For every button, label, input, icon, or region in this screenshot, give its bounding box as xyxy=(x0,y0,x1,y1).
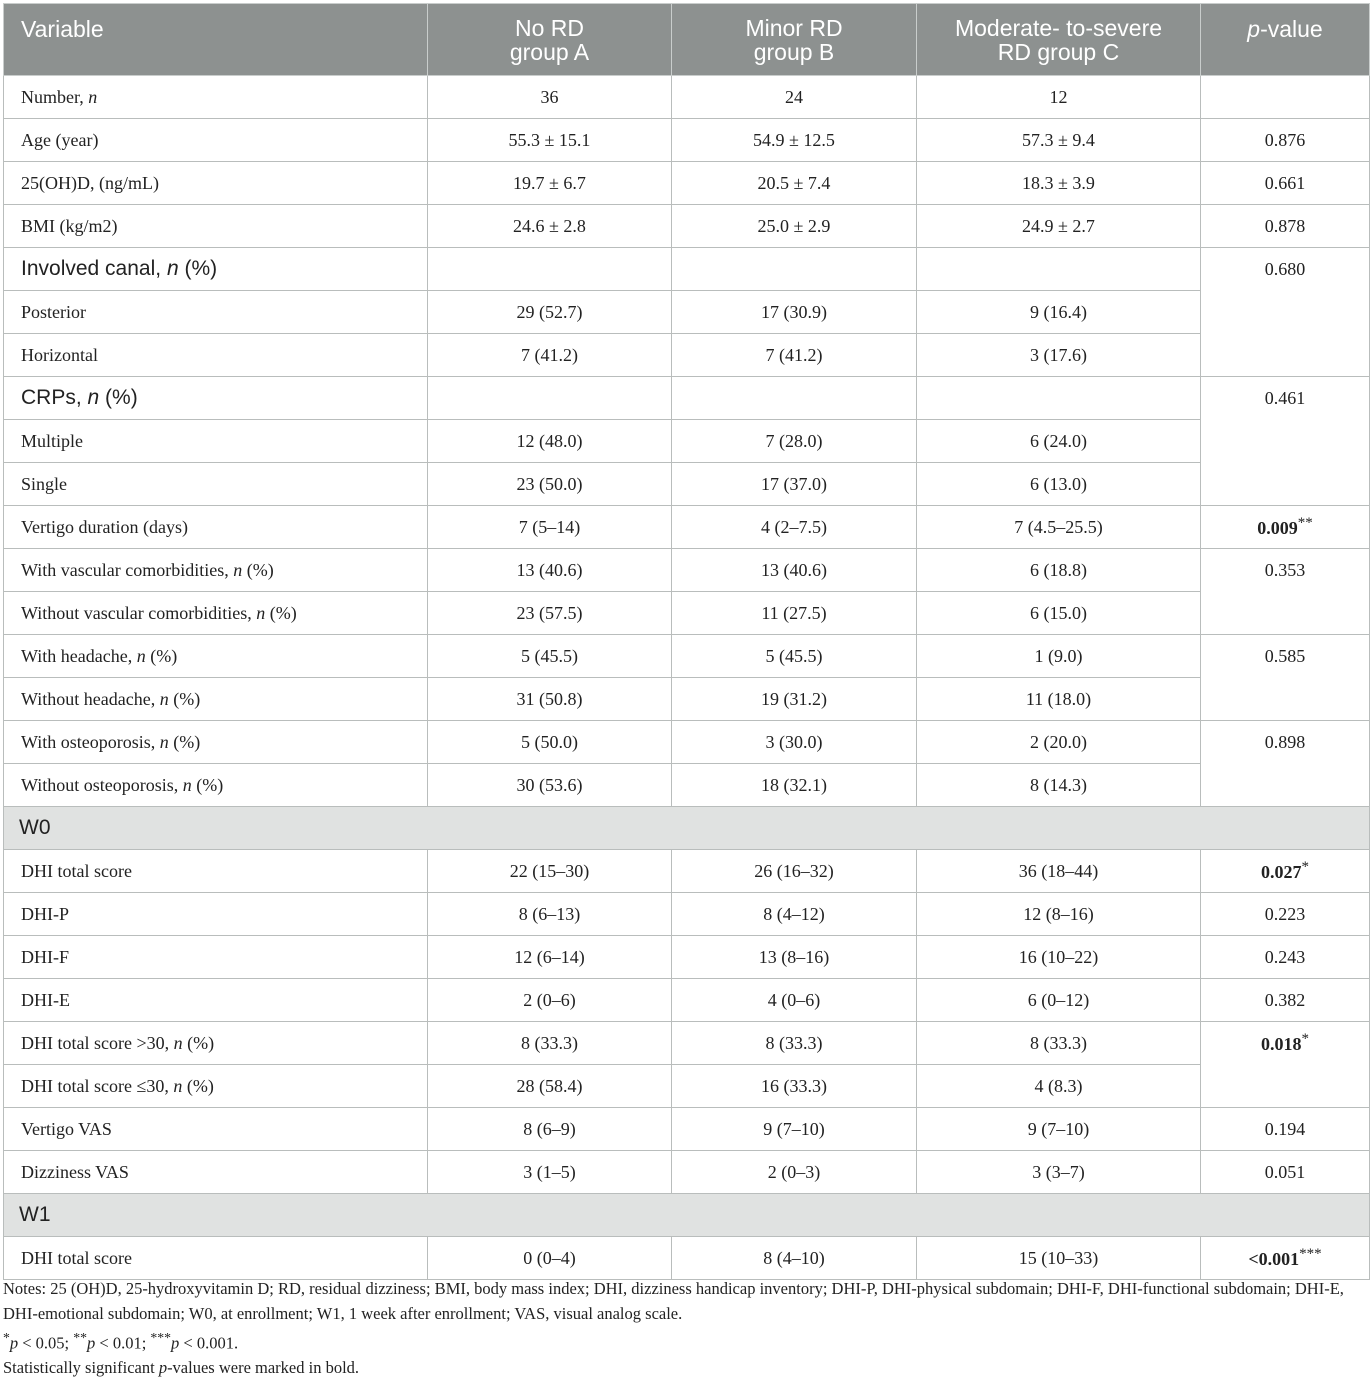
row-label: Multiple xyxy=(4,420,428,463)
cell-group-c: 9 (16.4) xyxy=(917,291,1201,334)
cell-group-c: 12 (8–16) xyxy=(917,893,1201,936)
table-row xyxy=(4,635,1370,678)
cell-group-c: 6 (0–12) xyxy=(917,979,1201,1022)
header-group-c: Moderate- to-severe RD group C xyxy=(917,4,1201,76)
table-row xyxy=(4,850,1370,893)
cell-group-b: 13 (40.6) xyxy=(672,549,917,592)
cell-group-a: 29 (52.7) xyxy=(428,291,672,334)
table-row xyxy=(4,162,1370,205)
cell-p-value: 0.876 xyxy=(1201,119,1370,162)
section-row-w1 xyxy=(4,1194,1370,1237)
cell-group-b: 25.0 ± 2.9 xyxy=(672,205,917,248)
cell-group-c: 8 (14.3) xyxy=(917,764,1201,807)
cell-group-a: 0 (0–4) xyxy=(428,1237,672,1280)
row-label: With headache, n (%) xyxy=(4,635,428,678)
cell-group-b: 8 (4–10) xyxy=(672,1237,917,1280)
cell-p-value: 0.027* xyxy=(1201,850,1370,893)
row-label: BMI (kg/m2) xyxy=(4,205,428,248)
table-row xyxy=(4,721,1370,764)
header-p-value: p-value xyxy=(1201,4,1370,76)
cell-group-c: 4 (8.3) xyxy=(917,1065,1201,1108)
cell-p-value: 0.898 xyxy=(1201,721,1370,764)
table-row xyxy=(4,119,1370,162)
cell-group-c: 6 (15.0) xyxy=(917,592,1201,635)
row-label: Without vascular comorbidities, n (%) xyxy=(4,592,428,635)
cell-group-b: 16 (33.3) xyxy=(672,1065,917,1108)
cell-group-a: 31 (50.8) xyxy=(428,678,672,721)
cell-group-b: 19 (31.2) xyxy=(672,678,917,721)
row-label: Age (year) xyxy=(4,119,428,162)
cell-group-c: 6 (24.0) xyxy=(917,420,1201,463)
cell-group-c: 1 (9.0) xyxy=(917,635,1201,678)
header-group-b: Minor RD group B xyxy=(672,4,917,76)
table-container xyxy=(3,3,1369,1280)
cell-p-value xyxy=(1201,420,1370,463)
cell-p-value xyxy=(1201,76,1370,119)
row-label: Vertigo VAS xyxy=(4,1108,428,1151)
cell-group-b: 4 (2–7.5) xyxy=(672,506,917,549)
cell-p-value: <0.001*** xyxy=(1201,1237,1370,1280)
row-label: Posterior xyxy=(4,291,428,334)
cell-p-value xyxy=(1201,764,1370,807)
row-label: DHI-P xyxy=(4,893,428,936)
cell-group-c: 6 (18.8) xyxy=(917,549,1201,592)
table-row xyxy=(4,377,1370,420)
cell-group-a: 8 (33.3) xyxy=(428,1022,672,1065)
cell-group-c: 15 (10–33) xyxy=(917,1237,1201,1280)
cell-group-c xyxy=(917,248,1201,291)
cell-group-a: 23 (50.0) xyxy=(428,463,672,506)
header-variable: Variable xyxy=(4,4,428,76)
notes-significance: *p < 0.05; **p < 0.01; ***p < 0.001. xyxy=(3,1330,239,1353)
cell-group-b: 4 (0–6) xyxy=(672,979,917,1022)
row-label: Horizontal xyxy=(4,334,428,377)
cell-group-b: 11 (27.5) xyxy=(672,592,917,635)
row-label: DHI total score xyxy=(4,850,428,893)
cell-group-b: 17 (30.9) xyxy=(672,291,917,334)
cell-group-c: 16 (10–22) xyxy=(917,936,1201,979)
cell-group-b: 3 (30.0) xyxy=(672,721,917,764)
cell-group-b: 54.9 ± 12.5 xyxy=(672,119,917,162)
table-row xyxy=(4,205,1370,248)
row-label: Number, n xyxy=(4,76,428,119)
cell-group-a: 5 (50.0) xyxy=(428,721,672,764)
cell-p-value: 0.461 xyxy=(1201,377,1370,420)
table-row xyxy=(4,592,1370,635)
cell-p-value: 0.878 xyxy=(1201,205,1370,248)
cell-group-b: 5 (45.5) xyxy=(672,635,917,678)
cell-p-value: 0.243 xyxy=(1201,936,1370,979)
section-row-w0 xyxy=(4,807,1370,850)
cell-p-value: 0.018* xyxy=(1201,1022,1370,1065)
cell-group-b: 24 xyxy=(672,76,917,119)
cell-group-b: 7 (41.2) xyxy=(672,334,917,377)
row-label: DHI-F xyxy=(4,936,428,979)
cell-group-c: 7 (4.5–25.5) xyxy=(917,506,1201,549)
cell-group-b xyxy=(672,377,917,420)
table-row xyxy=(4,334,1370,377)
table-row xyxy=(4,936,1370,979)
results-table xyxy=(3,3,1370,1280)
table-row xyxy=(4,678,1370,721)
cell-p-value: 0.009** xyxy=(1201,506,1370,549)
cell-group-a: 5 (45.5) xyxy=(428,635,672,678)
cell-group-a: 12 (48.0) xyxy=(428,420,672,463)
table-row xyxy=(4,893,1370,936)
cell-group-b: 17 (37.0) xyxy=(672,463,917,506)
cell-group-a xyxy=(428,377,672,420)
cell-group-c: 57.3 ± 9.4 xyxy=(917,119,1201,162)
row-label: DHI total score xyxy=(4,1237,428,1280)
table-row xyxy=(4,1151,1370,1194)
cell-group-b: 9 (7–10) xyxy=(672,1108,917,1151)
cell-p-value xyxy=(1201,334,1370,377)
cell-group-a: 3 (1–5) xyxy=(428,1151,672,1194)
cell-p-value: 0.223 xyxy=(1201,893,1370,936)
cell-p-value xyxy=(1201,291,1370,334)
notes-bold-explanation: Statistically significant p-values were marked in bold. xyxy=(3,1358,360,1377)
cell-p-value xyxy=(1201,1065,1370,1108)
cell-p-value: 0.051 xyxy=(1201,1151,1370,1194)
section-label: W1 xyxy=(4,1194,1370,1237)
table-row xyxy=(4,1022,1370,1065)
table-row xyxy=(4,420,1370,463)
cell-group-b: 13 (8–16) xyxy=(672,936,917,979)
row-label: Without osteoporosis, n (%) xyxy=(4,764,428,807)
cell-group-c: 11 (18.0) xyxy=(917,678,1201,721)
notes-abbreviations: Notes: 25 (OH)D, 25-hydroxyvitamin D; RD, residual dizziness; BMI, body mass index; DHI, dizziness handicap inventory; DHI-P, DHI-physical subdomain; DHI-F, DHI-functional subdomain; DHI-E, DHI-emotional subdomain; W0, at enrollment; W1, 1 week after enrollment; VAS, visual analog scale. xyxy=(3,1279,1344,1323)
cell-group-c: 12 xyxy=(917,76,1201,119)
cell-group-a: 2 (0–6) xyxy=(428,979,672,1022)
cell-group-a: 7 (5–14) xyxy=(428,506,672,549)
cell-p-value: 0.661 xyxy=(1201,162,1370,205)
cell-p-value xyxy=(1201,678,1370,721)
cell-group-a: 7 (41.2) xyxy=(428,334,672,377)
table-row xyxy=(4,248,1370,291)
cell-p-value: 0.194 xyxy=(1201,1108,1370,1151)
cell-p-value xyxy=(1201,463,1370,506)
row-label: Involved canal, n (%) xyxy=(4,248,428,291)
table-row xyxy=(4,463,1370,506)
row-label: DHI-E xyxy=(4,979,428,1022)
cell-group-c: 6 (13.0) xyxy=(917,463,1201,506)
cell-group-a: 23 (57.5) xyxy=(428,592,672,635)
table-row xyxy=(4,506,1370,549)
header-group-a: No RD group A xyxy=(428,4,672,76)
table-row xyxy=(4,764,1370,807)
row-label: 25(OH)D, (ng/mL) xyxy=(4,162,428,205)
row-label: DHI total score ≤30, n (%) xyxy=(4,1065,428,1108)
cell-group-a: 55.3 ± 15.1 xyxy=(428,119,672,162)
table-row xyxy=(4,291,1370,334)
cell-group-a: 22 (15–30) xyxy=(428,850,672,893)
table-row xyxy=(4,549,1370,592)
header-row xyxy=(4,4,1370,76)
cell-group-c xyxy=(917,377,1201,420)
cell-p-value: 0.585 xyxy=(1201,635,1370,678)
cell-p-value xyxy=(1201,592,1370,635)
table-row xyxy=(4,1065,1370,1108)
row-label: Without headache, n (%) xyxy=(4,678,428,721)
table-row xyxy=(4,979,1370,1022)
cell-group-a: 8 (6–9) xyxy=(428,1108,672,1151)
table-notes xyxy=(3,1277,1369,1381)
cell-group-a: 30 (53.6) xyxy=(428,764,672,807)
row-label: With vascular comorbidities, n (%) xyxy=(4,549,428,592)
cell-group-c: 3 (3–7) xyxy=(917,1151,1201,1194)
cell-p-value: 0.680 xyxy=(1201,248,1370,291)
cell-group-a: 13 (40.6) xyxy=(428,549,672,592)
cell-p-value: 0.353 xyxy=(1201,549,1370,592)
cell-group-a: 28 (58.4) xyxy=(428,1065,672,1108)
cell-group-c: 9 (7–10) xyxy=(917,1108,1201,1151)
row-label: With osteoporosis, n (%) xyxy=(4,721,428,764)
cell-group-a: 19.7 ± 6.7 xyxy=(428,162,672,205)
cell-group-c: 3 (17.6) xyxy=(917,334,1201,377)
row-label: CRPs, n (%) xyxy=(4,377,428,420)
cell-group-a: 24.6 ± 2.8 xyxy=(428,205,672,248)
cell-group-b: 8 (33.3) xyxy=(672,1022,917,1065)
cell-group-c: 8 (33.3) xyxy=(917,1022,1201,1065)
table-row xyxy=(4,76,1370,119)
row-label: DHI total score >30, n (%) xyxy=(4,1022,428,1065)
table-row xyxy=(4,1108,1370,1151)
cell-group-b: 18 (32.1) xyxy=(672,764,917,807)
cell-group-a xyxy=(428,248,672,291)
row-label: Vertigo duration (days) xyxy=(4,506,428,549)
table-row xyxy=(4,1237,1370,1280)
cell-group-c: 2 (20.0) xyxy=(917,721,1201,764)
cell-group-a: 36 xyxy=(428,76,672,119)
cell-group-b: 8 (4–12) xyxy=(672,893,917,936)
cell-group-a: 8 (6–13) xyxy=(428,893,672,936)
section-label: W0 xyxy=(4,807,1370,850)
cell-group-c: 24.9 ± 2.7 xyxy=(917,205,1201,248)
cell-group-b xyxy=(672,248,917,291)
cell-group-a: 12 (6–14) xyxy=(428,936,672,979)
cell-group-b: 26 (16–32) xyxy=(672,850,917,893)
row-label: Single xyxy=(4,463,428,506)
cell-group-b: 7 (28.0) xyxy=(672,420,917,463)
cell-group-c: 18.3 ± 3.9 xyxy=(917,162,1201,205)
cell-group-b: 20.5 ± 7.4 xyxy=(672,162,917,205)
row-label: Dizziness VAS xyxy=(4,1151,428,1194)
cell-p-value: 0.382 xyxy=(1201,979,1370,1022)
cell-group-b: 2 (0–3) xyxy=(672,1151,917,1194)
cell-group-c: 36 (18–44) xyxy=(917,850,1201,893)
